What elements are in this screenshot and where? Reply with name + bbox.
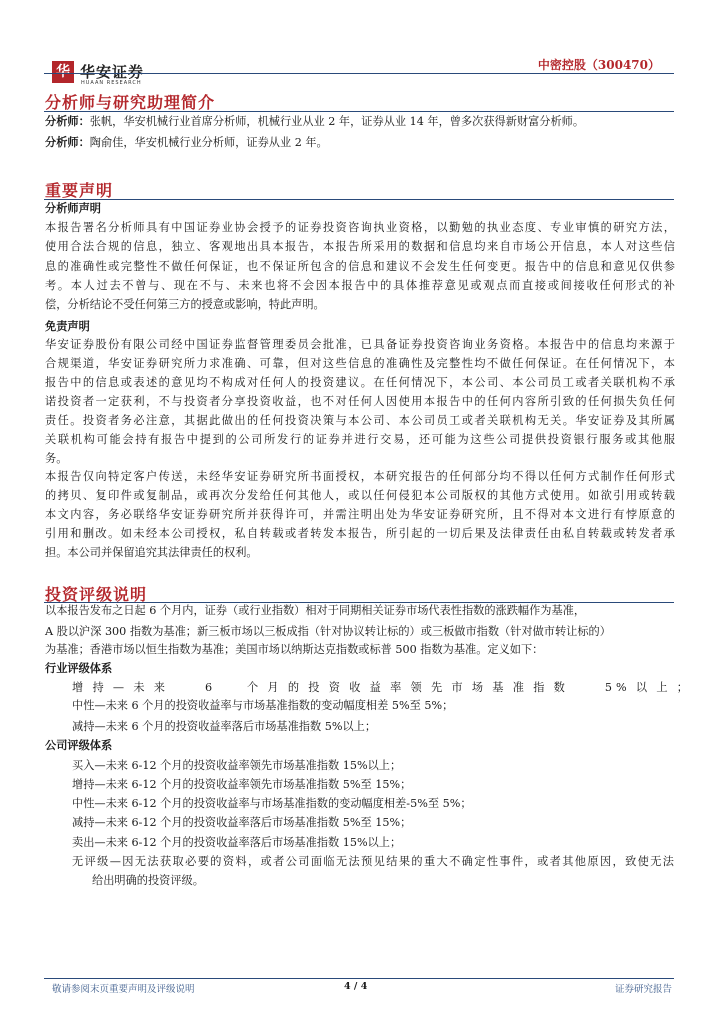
analyst-text: 陶俞佳，华安机械行业分析师，证券从业 2 年。 [89, 136, 328, 149]
company-rating-line: 中性—未来 6-12 个月的投资收益率与市场基准指数的变动幅度相差-5%至 5%； [72, 797, 472, 810]
analyst-statement-line: 息的准确性或完整性不做任何保证，也不保证所包含的信息和建议不会发生任何变更。报告中的信息和意见仅供参 [45, 260, 675, 273]
exemption-line: 务。 [45, 452, 68, 465]
disclaimer-section-title: 重要声明 [45, 181, 114, 200]
rating-intro-line: A 股以沪深 300 指数为基准；新三板市场以三板成指（针对协议转让标的）或三板做市指数（针对做市转让标的） [45, 625, 611, 638]
exemption-heading: 免责声明 [45, 319, 90, 333]
company-rating-heading: 公司评级体系 [45, 738, 113, 752]
company-rating-line: 增持—未来 6-12 个月的投资收益率领先市场基准指数 5%至 15%； [72, 778, 412, 791]
company-rating-line: 无评级—因无法获取必要的资料，或者公司面临无法预见结果的重大不确定性事件，或者其他原因，致使无法 [72, 855, 674, 868]
analyst-label: 分析师： [45, 114, 90, 128]
analyst-statement-line: 本报告署名分析师具有中国证券业协会授予的证券投资咨询执业资格，以勤勉的执业态度、专业审慎的研究方法， [45, 221, 675, 234]
huaan-logo-icon: 华 [52, 61, 74, 83]
section-divider [44, 199, 674, 200]
exemption-line: 华安证券股份有限公司经中国证券监督管理委员会批准，已具备证券投资咨询业务资格。本报告中的信息均来源于 [45, 338, 675, 351]
exemption-line: 本报告仅向特定客户传送，未经华安证券研究所书面授权，本研究报告的任何部分均不得以任何方式制作任何形式 [45, 470, 675, 483]
page-number: 4 / 4 [344, 981, 368, 992]
logo-english: HUAAN RESEARCH [81, 80, 142, 86]
rating-intro-line: 为基准；香港市场以恒生指数为基准；美国市场以纳斯达克指数或标普 500 指数为基准。定义如下： [45, 643, 544, 656]
exemption-line: 引用和删改。如未经本公司授权，私自转载或者转发本报告，所引起的一切后果及法律责任由私自转载或转发者承 [45, 527, 675, 540]
footer-report-type: 证券研究报告 [614, 984, 672, 995]
header-divider [44, 73, 674, 74]
analyst-label: 分析师： [45, 135, 90, 149]
industry-rating-line: 增持—未来 6 个月的投资收益率领先市场基准指数 5%以上； [72, 681, 692, 694]
rating-section-title: 投资评级说明 [45, 585, 148, 604]
industry-rating-heading: 行业评级体系 [45, 661, 113, 675]
logo-name: 华安证券 [80, 63, 145, 81]
analyst-line [45, 133, 328, 152]
exemption-line: 担。本公司并保留追究其法律责任的权利。 [45, 546, 258, 559]
footer-disclaimer-note: 敬请参阅末页重要声明及评级说明 [52, 984, 195, 995]
rating-intro-line: 以本报告发布之日起 6 个月内，证券（或行业指数）相对于同期相关证券市场代表性指数的涨跌幅作为基准， [45, 604, 586, 617]
exemption-line: 关联机构可能会持有报告中提到的公司所发行的证券并进行交易，还可能为这些公司提供投资银行服务或其他服 [45, 433, 675, 446]
page-header [44, 52, 674, 86]
analyst-line [45, 112, 584, 131]
analyst-statement-line: 偿，分析结论不受任何第三方的授意或影响，特此声明。 [45, 298, 325, 311]
company-rating-line: 给出明确的投资评级。 [92, 874, 204, 887]
analyst-text: 张帆，华安机械行业首席分析师，机械行业从业 2 年，证券从业 14 年，曾多次获得新财富分析师。 [89, 115, 585, 128]
company-rating-line: 卖出—未来 6-12 个月的投资收益率落后市场基准指数 15%以上； [72, 836, 402, 849]
exemption-line: 诺投资者一定获利，不与投资者分享投资收益，也不对任何人因使用本报告中的任何内容所引致的任何损失负任何 [45, 395, 675, 408]
footer-divider [44, 978, 674, 979]
analyst-statement-line: 使用合法合规的信息，独立、客观地出具本报告，本报告所采用的数据和信息均来自市场公开信息，本人对这些信 [45, 240, 675, 253]
industry-rating-line: 减持—未来 6 个月的投资收益率落后市场基准指数 5%以上； [72, 720, 377, 733]
exemption-line: 合规渠道，华安证券研究所力求准确、可靠，但对这些信息的准确性及完整性均不做任何保证。在任何情况下，本 [45, 357, 675, 370]
exemption-line: 本文内容，务必联络华安证券研究所并获得许可，并需注明出处为华安证券研究所，且不得对本文进行有悖原意的 [45, 508, 675, 521]
analyst-statement-line: 考。本人过去不曾与、现在不与、未来也将不会因本报告中的具体推荐意见或观点而直接或间接收任何形式的补 [45, 279, 675, 292]
exemption-line: 报告中的信息或表述的意见均不构成对任何人的投资建议。在任何情况下，本公司、本公司员工或者关联机构不承 [45, 376, 675, 389]
exemption-line: 责任。投资者务必注意，其据此做出的任何投资决策与本公司、本公司员工或者关联机构无关。华安证券及其所属 [45, 414, 675, 427]
analyst-statement-heading: 分析师声明 [45, 201, 101, 215]
exemption-line: 的拷贝、复印件或复制品，或再次分发给任何其他人，或以任何侵犯本公司版权的其他方式使用。如欲引用或转载 [45, 489, 675, 502]
company-ticker: 中密控股（300470） [537, 58, 660, 72]
industry-rating-line: 中性—未来 6 个月的投资收益率与市场基准指数的变动幅度相差 5%至 5%； [72, 699, 454, 712]
analyst-section-title: 分析师与研究助理简介 [45, 93, 216, 112]
company-rating-line: 减持—未来 6-12 个月的投资收益率落后市场基准指数 5%至 15%； [72, 816, 412, 829]
company-rating-line: 买入—未来 6-12 个月的投资收益率领先市场基准指数 15%以上； [72, 759, 402, 772]
